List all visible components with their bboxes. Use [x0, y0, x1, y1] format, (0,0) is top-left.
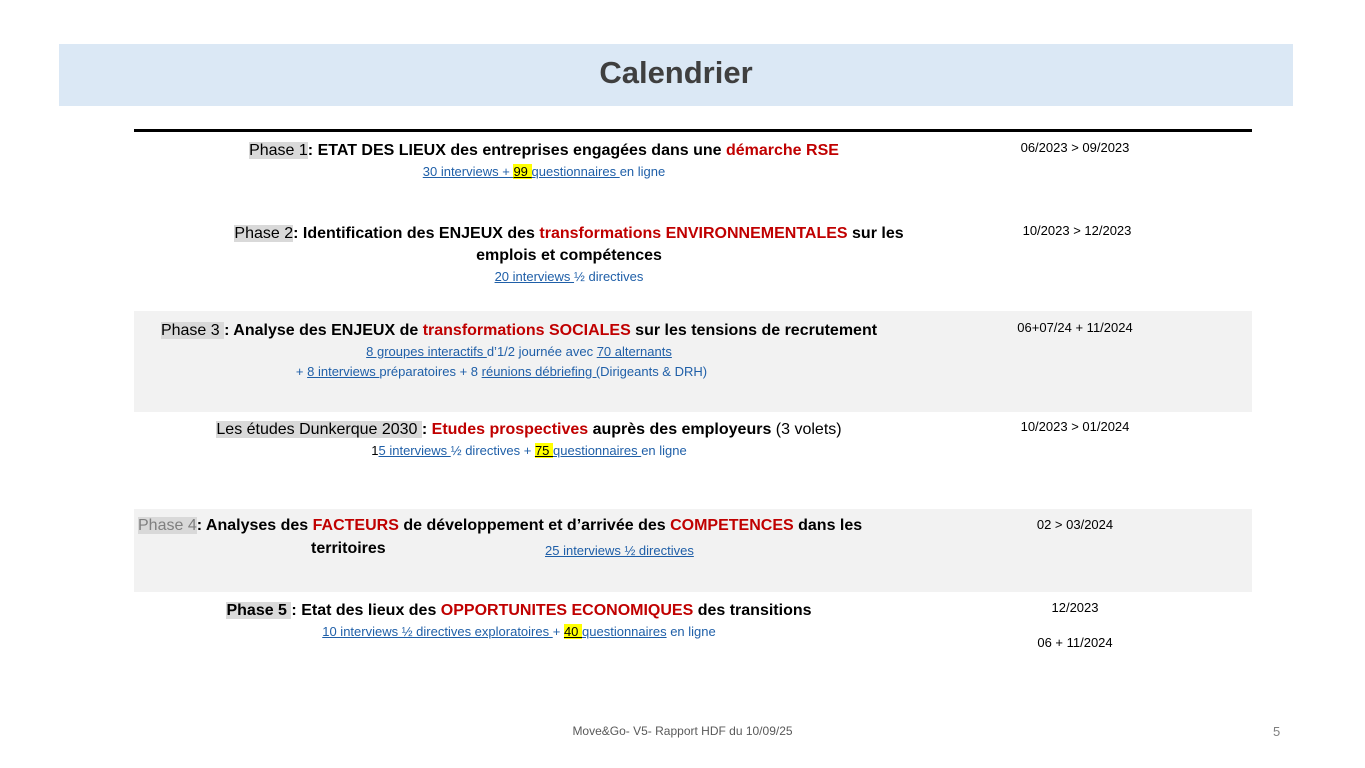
phase-2-date: 10/2023 > 12/2023 — [1022, 223, 1132, 238]
phase-1-heading: Phase 1: ETAT DES LIEUX des entreprises engagées dans une démarche RSE — [249, 142, 839, 159]
phase-3-content — [134, 320, 904, 382]
footer-text: Move&Go- V5- Rapport HDF du 10/09/25 — [572, 724, 793, 738]
phase-3-heading: Phase 3 : Analyse des ENJEUX de transformations SOCIALES sur les tensions de recrutement — [160, 322, 878, 339]
phase-5-heading: Phase 5 : Etat des lieux des OPPORTUNITES ECONOMIQUES des transitions — [226, 602, 812, 619]
phase-2-heading: Phase 2: Identification des ENJEUX des transformations ENVIRONNEMENTALES sur les — [234, 225, 904, 242]
phase-4-date: 02 > 03/2024 — [1036, 517, 1114, 532]
phase-2-label: Phase 2 — [234, 225, 294, 242]
dunkerque-methods: 15 interviews ½ directives + 75 questionnaires en ligne — [371, 443, 687, 458]
page-number: 5 — [1273, 724, 1281, 739]
phase-2-heading-line2: emplois et compétences — [476, 247, 662, 264]
dunkerque-content — [134, 419, 924, 461]
phase-1-date: 06/2023 > 09/2023 — [1020, 140, 1130, 155]
dunkerque-label: Les études Dunkerque 2030 — [216, 421, 422, 438]
phase-4-heading-line2: territoires — [311, 540, 386, 557]
dunkerque-date: 10/2023 > 01/2024 — [1020, 419, 1130, 434]
phase-5-label: Phase 5 — [226, 602, 292, 619]
phase-3-label: Phase 3 — [160, 322, 225, 339]
phase-5-date-2: 06 + 11/2024 — [1037, 635, 1113, 650]
phase-1-label: Phase 1 — [249, 142, 308, 159]
phase-1-content — [134, 140, 954, 182]
phase-4-methods: 25 interviews ½ directives — [545, 543, 694, 558]
phase-5-content — [134, 600, 904, 642]
phase-2-methods: 20 interviews ½ directives — [494, 269, 644, 284]
phase-4-heading: Phase 4: Analyses des FACTEURS de développement et d’arrivée des COMPETENCES dans les — [138, 517, 863, 534]
phase-2-content — [134, 223, 1004, 287]
phase-1-methods: 30 interviews + 99 questionnaires en ligne — [422, 164, 666, 179]
phase-3-date: 06+07/24 + 11/2024 — [1017, 320, 1133, 335]
page-title: Calendrier — [599, 55, 753, 90]
phase-4-label: Phase 4 — [138, 517, 197, 534]
phase-4-content — [138, 515, 918, 561]
header-rule — [134, 129, 1252, 132]
dunkerque-heading: Les études Dunkerque 2030 : Etudes prospectives auprès des employeurs (3 volets) — [216, 421, 842, 438]
title-band — [59, 44, 1293, 106]
phase-3-methods-1: 8 groupes interactifs d’1/2 journée avec 70 alternants — [366, 344, 672, 359]
phase-5-methods: 10 interviews ½ directives exploratoires + 40 questionnaires en ligne — [322, 624, 716, 639]
phase-3-methods-2: + 8 interviews préparatoires + 8 réunions débriefing (Dirigeants & DRH) — [295, 364, 708, 379]
phase-5-date: 12/2023 — [1051, 600, 1099, 615]
